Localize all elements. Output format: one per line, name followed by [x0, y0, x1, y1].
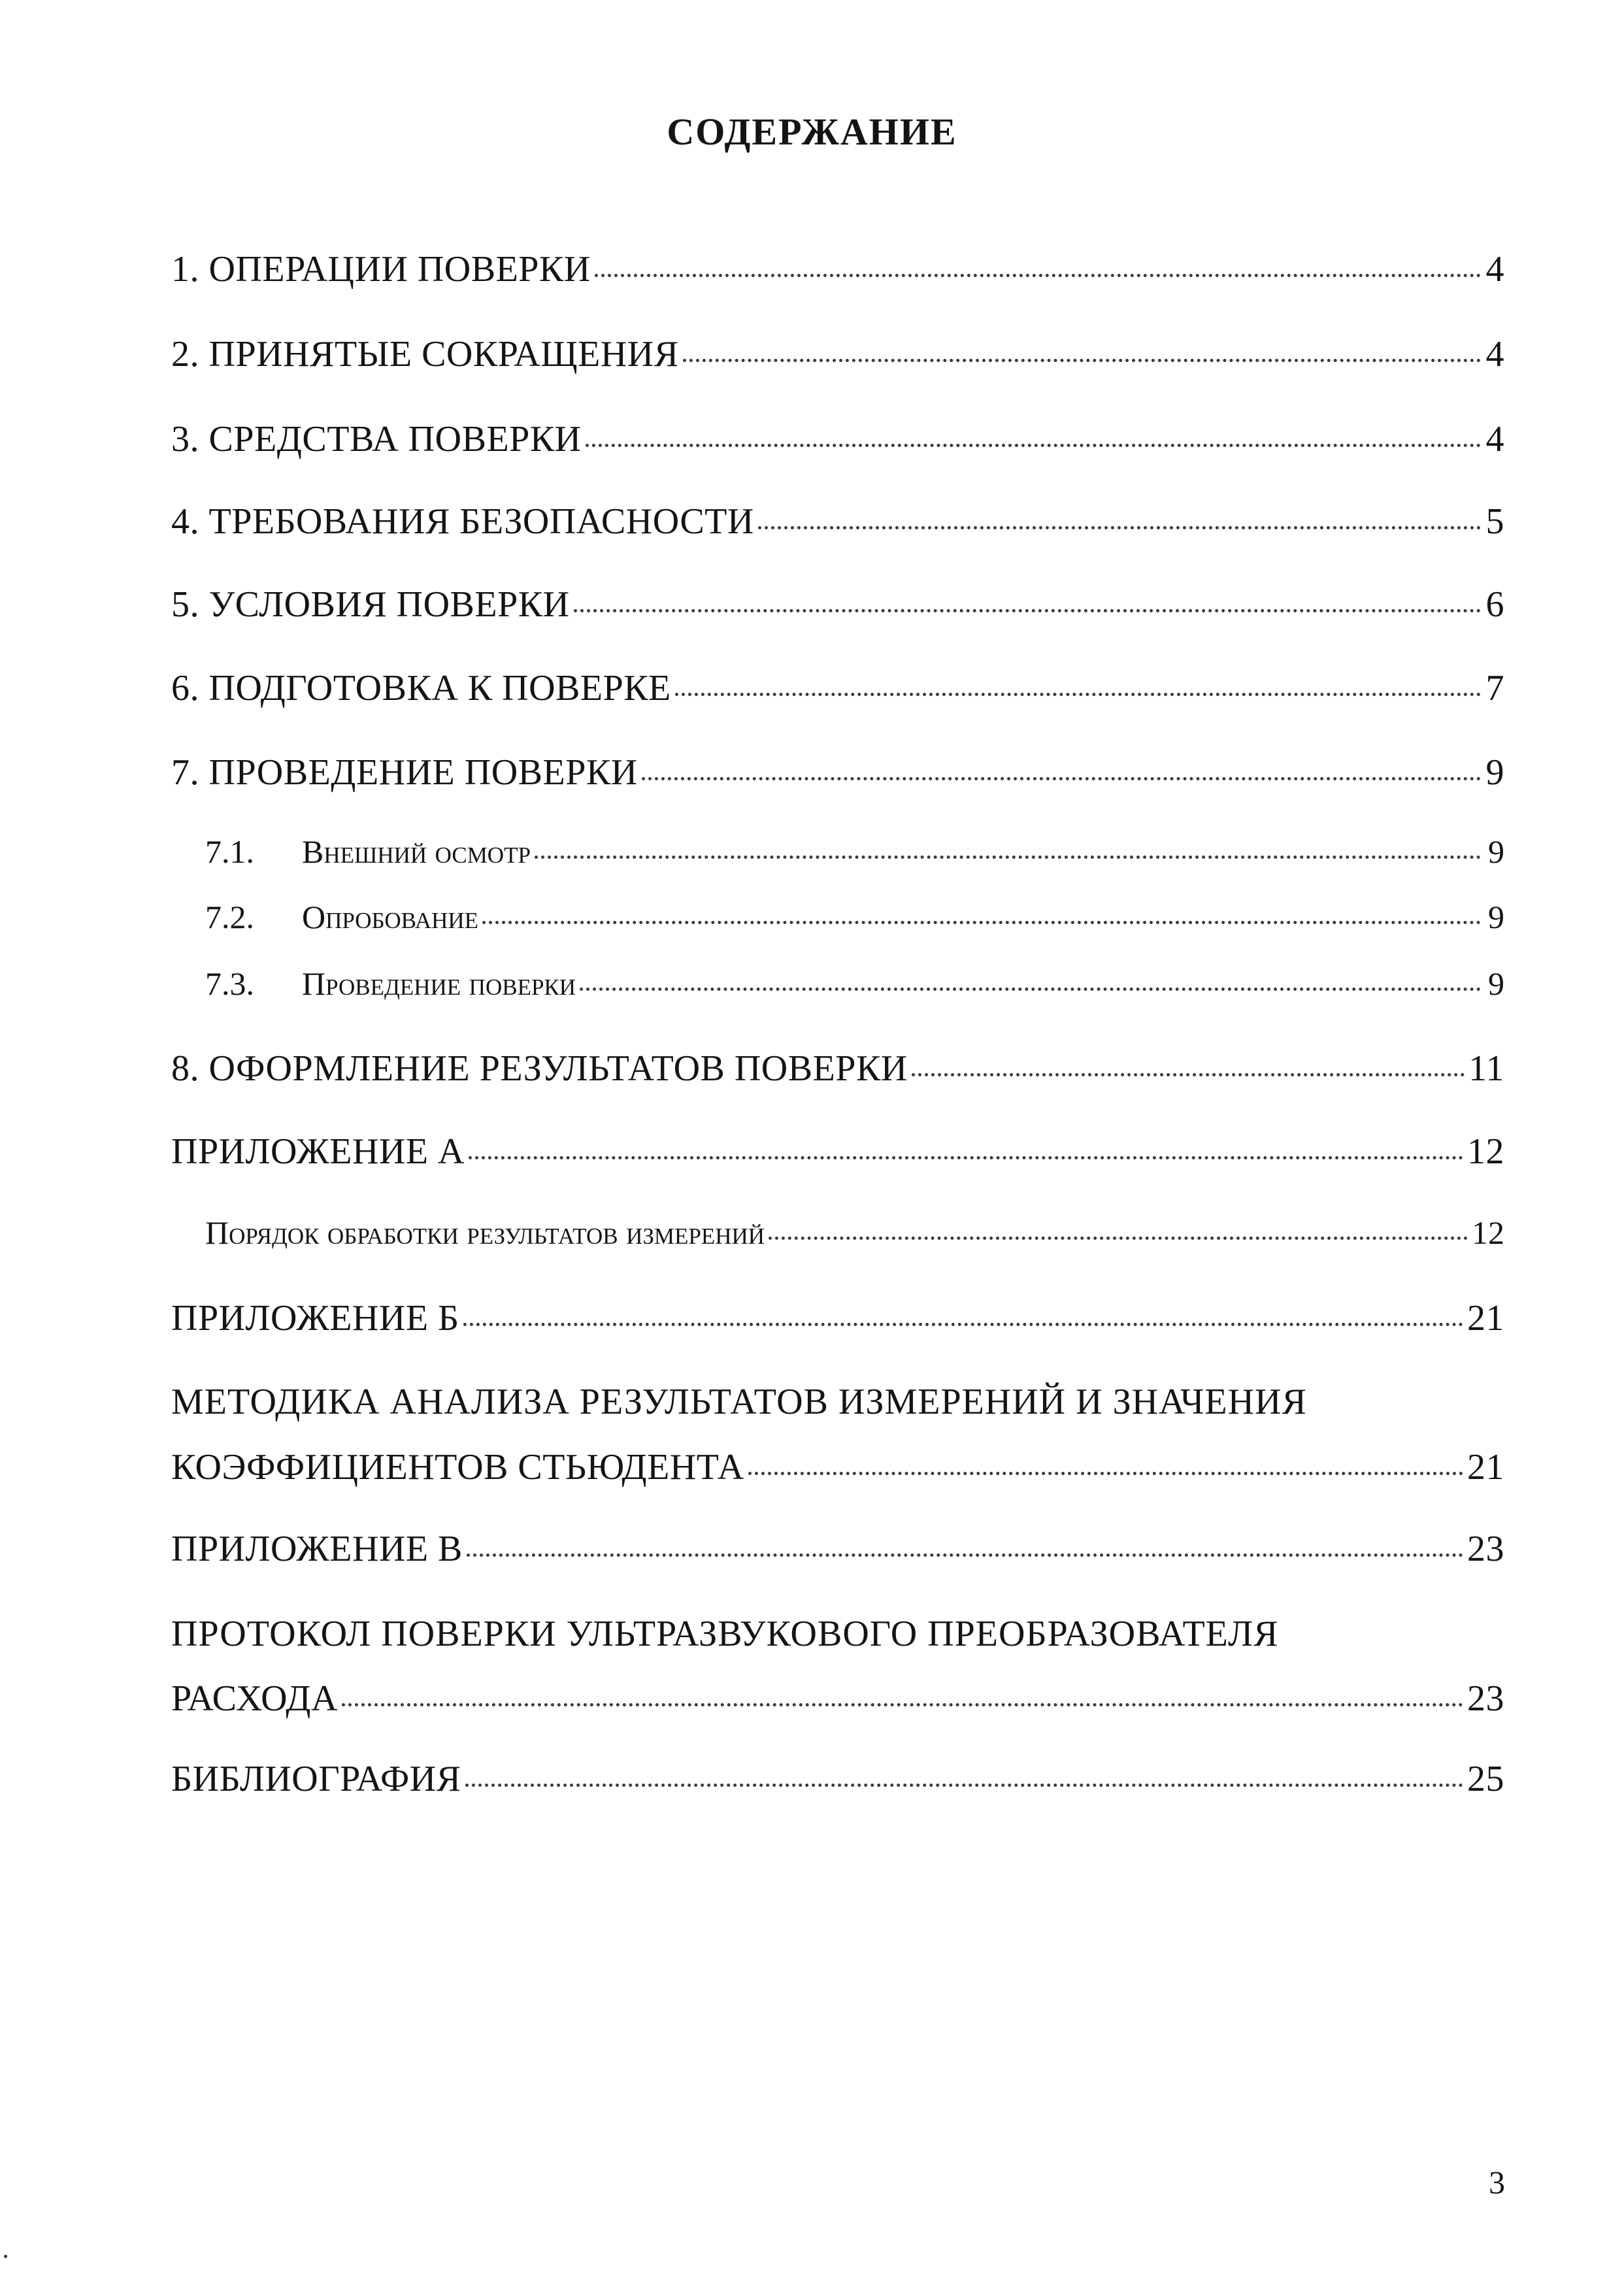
- toc-entry-page: 4: [1485, 249, 1504, 290]
- dot-leader: [595, 255, 1481, 281]
- toc-entry-page: 25: [1467, 1759, 1504, 1799]
- toc-entry[interactable]: [171, 1758, 1504, 1810]
- toc-entry[interactable]: [171, 1048, 1504, 1100]
- toc-entry[interactable]: [171, 501, 1504, 553]
- toc-entry-text: ПРИЛОЖЕНИЕ Б: [171, 1298, 459, 1338]
- toc-entry-text: ПРИЛОЖЕНИЕ В: [171, 1529, 463, 1569]
- toc-entry-page: 7: [1485, 668, 1504, 708]
- dot-leader: [758, 507, 1481, 533]
- toc-entry-text-line: МЕТОДИКА АНАЛИЗА РЕЗУЛЬТАТОВ ИЗМЕРЕНИЙ И ЗНАЧЕНИЯ: [171, 1382, 1307, 1422]
- dot-leader: [748, 1453, 1463, 1479]
- dot-leader: [769, 1218, 1468, 1244]
- scan-speck: [4, 2255, 7, 2258]
- toc-entry[interactable]: [171, 1678, 1504, 1730]
- toc-entry[interactable]: [171, 418, 1504, 471]
- toc-subentry-text: Порядок обработки результатов измерений: [205, 1214, 765, 1251]
- toc-subentry-number: 7.2.: [205, 899, 254, 935]
- toc-entry-text: 2. ПРИНЯТЫЕ СОКРАЩЕНИЯ: [171, 334, 679, 374]
- dot-leader: [574, 590, 1481, 616]
- dot-leader: [467, 1535, 1463, 1561]
- toc-entry[interactable]: [171, 248, 1504, 301]
- toc-entry-page: 9: [1488, 833, 1504, 870]
- dot-leader: [642, 758, 1481, 784]
- toc-entry-page: 12: [1467, 1131, 1504, 1172]
- toc-subentry-text: Опробование: [302, 899, 479, 935]
- toc-entry[interactable]: [171, 667, 1504, 720]
- toc-entry-text: 7. ПРОВЕДЕНИЕ ПОВЕРКИ: [171, 752, 638, 793]
- dot-leader: [912, 1054, 1465, 1080]
- toc-entry-text-line: ПРОТОКОЛ ПОВЕРКИ УЛЬТРАЗВУКОВОГО ПРЕОБРАЗОВАТЕЛЯ: [171, 1614, 1279, 1654]
- toc-subentry[interactable]: [171, 1214, 1504, 1266]
- toc-entry-page: 23: [1467, 1678, 1504, 1719]
- toc-entry-page: 21: [1467, 1447, 1504, 1488]
- toc-entry[interactable]: [171, 752, 1504, 804]
- toc-entry[interactable]: [171, 1528, 1504, 1580]
- toc-entry-text: ПРИЛОЖЕНИЕ А: [171, 1131, 465, 1172]
- toc-subentry[interactable]: [171, 965, 1504, 1017]
- dot-leader: [469, 1137, 1463, 1163]
- toc-entry-page: 23: [1467, 1529, 1504, 1569]
- dot-leader: [586, 425, 1481, 451]
- toc-entry-text: РАСХОДА: [171, 1678, 338, 1719]
- dot-leader: [463, 1304, 1463, 1330]
- toc-entry[interactable]: [171, 1297, 1504, 1350]
- toc-entry-text: БИБЛИОГРАФИЯ: [171, 1759, 461, 1799]
- dot-leader: [580, 969, 1481, 995]
- document-title: СОДЕРЖАНИЕ: [667, 110, 957, 153]
- page-number: 3: [1489, 2164, 1505, 2201]
- toc-entry-text: 4. ТРЕБОВАНИЯ БЕЗОПАСНОСТИ: [171, 501, 754, 542]
- toc-subentry-number: 7.3.: [205, 965, 254, 1002]
- toc-entry-page: 9: [1488, 899, 1504, 935]
- toc-entry-page: 21: [1467, 1298, 1504, 1338]
- toc-subentry-text: Внешний осмотр: [302, 833, 531, 870]
- dot-leader: [683, 340, 1481, 366]
- dot-leader: [465, 1765, 1463, 1791]
- toc-entry-text: 6. ПОДГОТОВКА К ПОВЕРКЕ: [171, 668, 671, 708]
- dot-leader: [535, 837, 1481, 863]
- toc-subentry[interactable]: [171, 898, 1504, 950]
- toc-entry-text: 1. ОПЕРАЦИИ ПОВЕРКИ: [171, 249, 591, 290]
- toc-entry-text: КОЭФФИЦИЕНТОВ СТЬЮДЕНТА: [171, 1447, 744, 1488]
- toc-entry-text: 3. СРЕДСТВА ПОВЕРКИ: [171, 419, 582, 459]
- toc-entry-page: 4: [1485, 334, 1504, 374]
- toc-subentry-text: Проведение поверки: [302, 965, 576, 1002]
- toc-entry-page: 6: [1485, 584, 1504, 625]
- toc-subentry[interactable]: [171, 833, 1504, 885]
- toc-entry-text: 8. ОФОРМЛЕНИЕ РЕЗУЛЬТАТОВ ПОВЕРКИ: [171, 1048, 908, 1089]
- toc-subentry-number: 7.1.: [205, 833, 254, 870]
- toc-entry-page: 9: [1485, 752, 1504, 793]
- toc-entry-page: 5: [1485, 501, 1504, 542]
- toc-entry[interactable]: [171, 584, 1504, 636]
- toc-entry-page: 12: [1472, 1214, 1504, 1251]
- dot-leader: [675, 674, 1481, 700]
- toc-entry[interactable]: [171, 1446, 1504, 1499]
- toc-entry[interactable]: [171, 1131, 1504, 1183]
- dot-leader: [482, 902, 1481, 928]
- toc-entry-page: 9: [1488, 965, 1504, 1002]
- toc-entry-page: 4: [1485, 419, 1504, 459]
- toc-entry[interactable]: [171, 333, 1504, 386]
- dot-leader: [342, 1684, 1463, 1710]
- toc-entry-text: 5. УСЛОВИЯ ПОВЕРКИ: [171, 584, 570, 625]
- toc-entry-page: 11: [1468, 1048, 1504, 1089]
